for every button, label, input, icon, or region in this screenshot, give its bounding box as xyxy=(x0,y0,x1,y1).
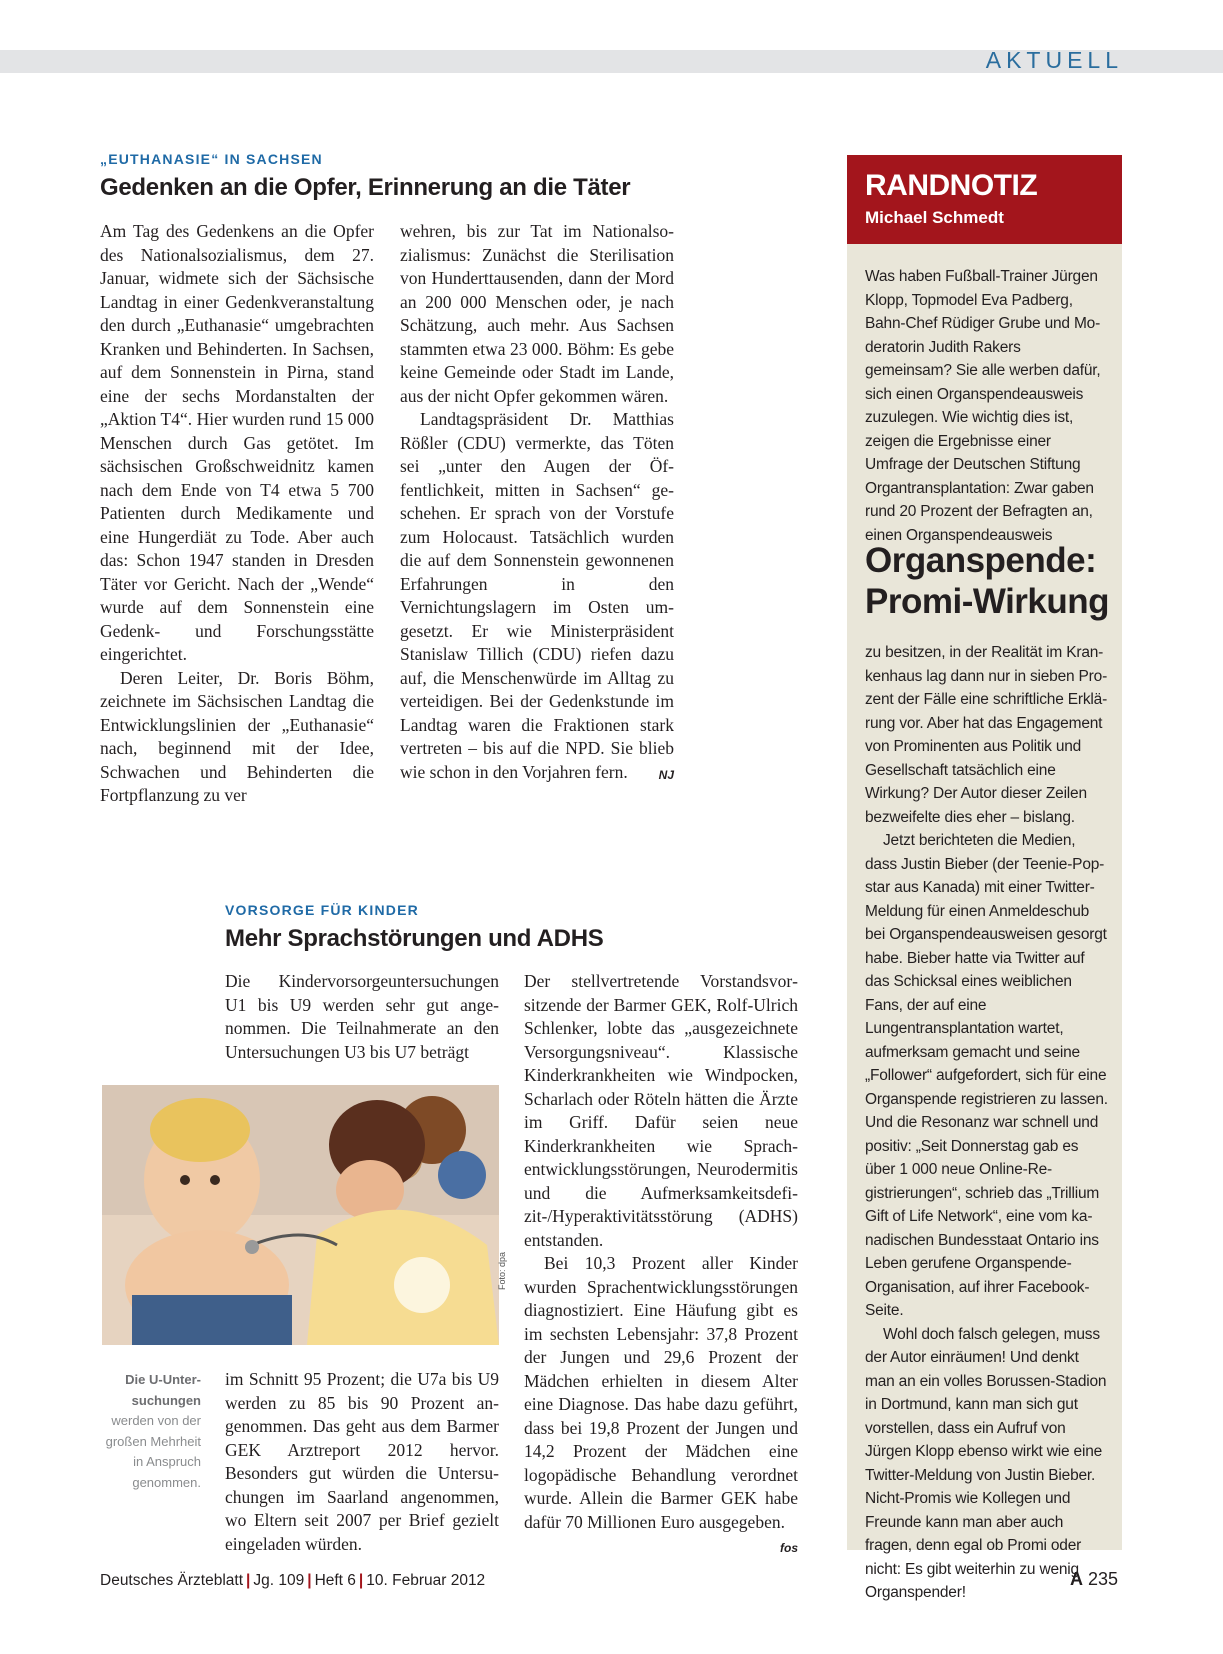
sidebar-paragraph: Wohl doch falsch gelegen, muss der Autor einräumen! Und denkt man an ein volles Borussen-Stadion in Dortmund, kann man sich gut vorstellen, dass ein Aufruf von Jürgen Klopp ebenso wirkt wie eine Twitter-Meldung von Justin Bieber. Nicht-Promis wie Kollegen und Freunde kann man aber auch fragen, denn egal ob Promi oder nicht: Es gibt weiterhin zu wenig Organspender! xyxy=(865,1325,1107,1601)
footer-date: 10. Februar 2012 xyxy=(366,1572,486,1589)
article2-paragraph xyxy=(524,1252,798,1555)
footer-volume: Jg. 109 xyxy=(253,1572,305,1589)
sidebar-paragraph: Jetzt berichteten die Medien, dass Justin Bieber (der Teenie-Popstar aus Kanada) mit einer Twitter-Meldung für einen Anmeldeschub bei Organspendeausweisen gesorgt habe. Bieber hatte via Twitter auf das Schicksal eines weiblichen Fans, der auf eine Lungentransplantation wartet, aufmerksam gemacht und seine „Follower“ aufgefordert, sich für eine Organspende registrieren zu lassen. Und die Resonanz war schnell und positiv: „Seit Donnerstag gab es über 1 000 neue Online-Registrierungen“, schrieb das „Trillium Gift of Life Network“, eine vom kanadischen Bundesstaat Ontario ins Leben gerufene Organspende-Organisation, auf ihrer Facebook-Seite. xyxy=(865,832,1108,1319)
article2-signature: fos xyxy=(780,1541,798,1555)
footer-journal: Deutsches Ärzteblatt xyxy=(100,1572,244,1589)
section-label: AKTUELL xyxy=(985,47,1123,73)
article1-signature: NJ xyxy=(658,767,674,782)
caption-text: werden von der großen Mehrheit in Anspruch genommen. xyxy=(105,1413,201,1490)
article2-column-2 xyxy=(524,970,798,1561)
footer-issue: Heft 6 xyxy=(314,1572,356,1589)
article1-paragraph-text: Landtagspräsident Dr. Matthias Rößler (CDU) vermerkte, das Töten sei „unter den Augen der Öffentlichkeit, mitten in Sachsen“ geschehen. Er sprach von der Vorstufe zum Holocaust. Tatsächlich wurden die auf dem Sonnenstein gewonnenen Erfahrungen in den Vernichtungslagern im Osten umgesetzt. Er wie Ministerpräsident Stanislaw Tillich (CDU) riefen dazu auf, die Menschenwürde im Alltag zu verteidigen. Bei der Gedenkstunde im Landtag waren die Fraktionen stark vertreten – bis auf die NPD. Sie blieb wie schon in den Vorjahren fern. xyxy=(400,409,674,782)
page-prefix: A xyxy=(1069,1569,1083,1589)
sidebar-headline-line: Promi-Wirkung xyxy=(865,582,1110,621)
article2-kicker: VORSORGE FÜR KINDER xyxy=(225,902,419,918)
article2-column-1-bottom xyxy=(225,1368,499,1556)
child-doctor-stethoscope-photo-icon xyxy=(102,1085,499,1345)
article1-headline: Gedenken an die Opfer, Erinnerung an die Täter xyxy=(100,174,631,201)
article1-paragraph: Am Tag des Gedenkens an die Opfer des Nationalsozialismus, dem 27. Januar, widmete sich der Sächsische Landtag in einer Gedenkveranstaltung den durch „Euthanasie“ umgebrachten Kranken und Behinderten. In Sachsen, auf dem Sonnenstein in Pirna, stand eine der sechs Mordanstalten der „Aktion T4“. Hier wurden rund 15 000 Menschen durch Gas getötet. Im sächsischen Großschweidnitz kamen nach dem Ende von T4 etwa 5 700 Patienten durch Medikamente und eine Hungerdiät zu Tode. Aber auch das: Schon 1947 standen in Dresden Täter vor Gericht. Nach der „Wende“ wurde auf dem Sonnenstein eine Gedenk- und Forschungsstätte eingerichtet. xyxy=(100,221,374,664)
photo-credit: Foto: dpa xyxy=(497,1251,507,1290)
sidebar-paragraph: Was haben Fußball-Trainer Jürgen Klopp, Topmodel Eva Padberg, Bahn-Chef Rüdiger Grube und Moderatorin Judith Rakers gemeinsam? Sie alle werben dafür, sich einen Organspendeausweis zuzulegen. Wie wichtig dies ist, zeigen die Ergebnisse einer Umfrage der Deutschen Stiftung Organtransplantation: Zwar gaben rund 20 Prozent der Befragten an, einen Organspendeausweis xyxy=(865,268,1101,544)
sidebar-headline-line: Organspende: xyxy=(865,541,1097,580)
article2-paragraph: Die Kindervorsorgeuntersuchungen U1 bis U9 werden sehr gut angenommen. Die Teilnahmerate an den Untersuchungen U3 bis U7 beträgt xyxy=(225,971,499,1062)
footer-separator: | xyxy=(307,1572,312,1589)
sidebar-headline xyxy=(865,540,1115,622)
photo-caption xyxy=(102,1370,201,1493)
footer-separator: | xyxy=(358,1572,364,1589)
sidebar-title: RANDNOTIZ xyxy=(865,169,1038,202)
article1-paragraph xyxy=(400,408,674,784)
article2-paragraph: im Schnitt 95 Prozent; die U7a bis U9 werden zu 85 bis 90 Prozent angenommen. Das geht aus dem Barmer GEK Arztreport 2012 hervor. Besonders gut würden die Untersuchungen im Saarland angenommen, wo Eltern seit 2007 per Brief gezielt eingeladen würden. xyxy=(225,1369,499,1554)
article2-paragraph: Der stellvertretende Vorstandsvorsitzende der Barmer GEK, Rolf-Ulrich Schlenker, lobte das „ausgezeichnete Versorgungsniveau“. Klassische Kinderkrankheiten wie Windpocken, Scharlach oder Röteln hätten die Ärzte im Griff. Dafür seien neue Kinderkrankheiten wie Sprachentwicklungsstörungen, Neurodermitis und die Aufmerksamkeitsdefizit-/Hyperaktivitätsstörung (ADHS) entstanden. xyxy=(524,971,798,1250)
caption-bold: Die U-Untersuchungen xyxy=(125,1372,201,1408)
footer-separator: | xyxy=(246,1572,251,1589)
article2-column-1-top xyxy=(225,970,499,1064)
sidebar-body xyxy=(865,641,1108,1605)
article2-paragraph-text: Bei 10,3 Prozent aller Kinder wurden Sprachentwicklungsstörungen diagnostiziert. Eine Häufung gibt es im sechsten Lebensjahr: 37,8 Prozent der Jungen und 29,6 Prozent der Mädchen erhielten in diesem Alter eine Diagnose. Das habe dazu geführt, dass bei 19,8 Prozent der Jungen und 14,2 Prozent der Mädchen eine logopädische Behandlung verordnet wurde. Allein die Barmer GEK habe dafür 70 Millionen Euro ausgegeben. xyxy=(524,1253,798,1532)
article1-kicker: „EUTHANASIE“ IN SACHSEN xyxy=(100,151,323,167)
sidebar-author: Michael Schmedt xyxy=(865,208,1004,227)
article1-column-2 xyxy=(400,220,674,787)
sidebar-header xyxy=(847,155,1122,244)
article1-paragraph: Deren Leiter, Dr. Boris Böhm, zeichnete im Sächsischen Landtag die Entwicklungslinien der „Euthanasie“ nach, beginnend mit der Idee, Schwachen und Behinderten die Fortpflanzung zu ver xyxy=(100,667,374,805)
sidebar-intro xyxy=(865,265,1108,547)
page-number xyxy=(1070,1569,1118,1590)
page-number-value: 235 xyxy=(1087,1569,1118,1589)
footer xyxy=(100,1572,485,1590)
article1-column-1 xyxy=(100,220,374,808)
article2-headline: Mehr Sprachstörungen und ADHS xyxy=(225,925,604,952)
sidebar-paragraph: zu besitzen, in der Realität im Krankenhaus lag dann nur in sieben Prozent der Fälle eine schriftliche Erklärung vor. Aber hat das Engagement von Prominenten aus Politik und Gesellschaft tatsächlich eine Wirkung? Der Autor dieser Zeilen bezweifelte dies eher – bislang. xyxy=(865,644,1108,826)
article1-paragraph: wehren, bis zur Tat im Nationalsozialismus: Zunächst die Sterilisation von Hunderttausenden, dann der Mord an 200 000 Menschen oder, je nach Schätzung, auch mehr. Aus Sachsen stammten etwa 23 000. Böhm: Es gebe keine Gemeinde oder Stadt im Lande, aus der nicht Opfer gekommen wären. xyxy=(400,221,674,406)
child-doctor-photo xyxy=(102,1085,499,1345)
